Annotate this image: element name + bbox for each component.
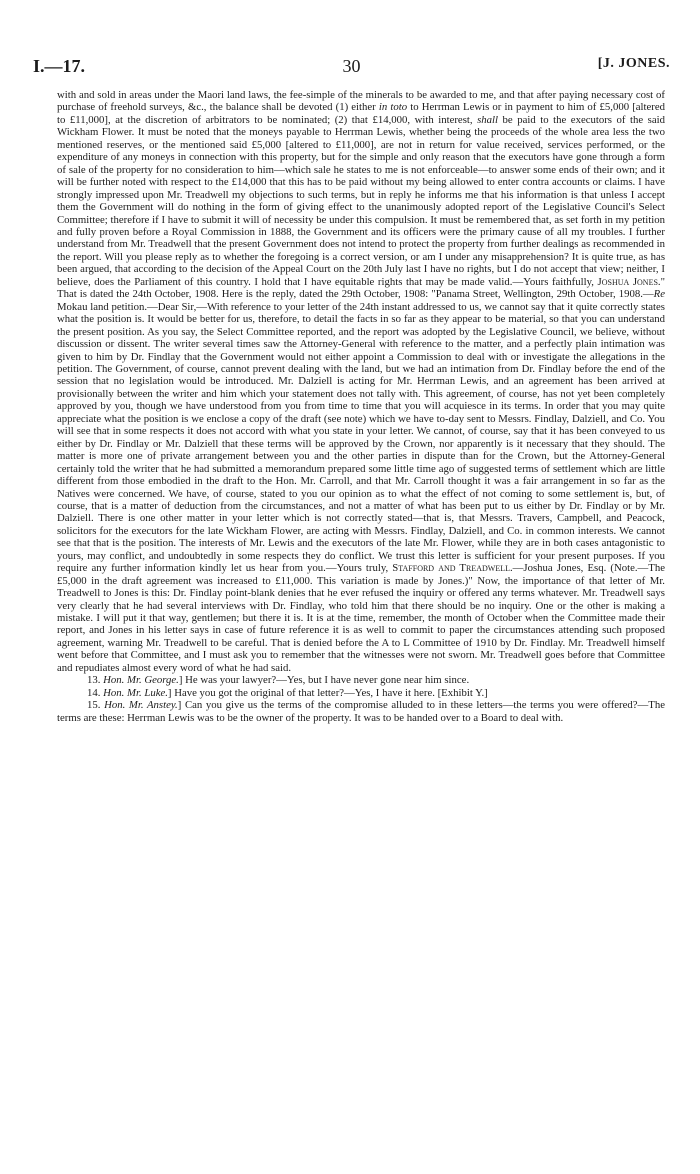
paper-reference: I.—17. [33,56,86,76]
witness-name: [J. JONES. [597,56,670,71]
page-header [33,56,670,80]
signature-jones: Joshua Jones [597,275,658,288]
signature-firm: Stafford and Treadwell [392,562,510,575]
qa-item: 14. Hon. Mr. Luke.] Have you got the original of that letter?—Yes, I have it here. [Exhibit Y.] [87,686,488,699]
main-paragraph: with and sold in areas under the Maori land laws, the fee-simple of the minerals to be awarded to me, and that after paying necessary cost of purchase of freehold surveys, &c., the balance shall be devoted (1) either in toto to Herrman Lewis or in payment to him of £5,000 [altered to £11,000], at the discretion of arbitrators to be nominated; (2) that £14,000, with interest, shall be paid to the executors of the said Wickham Flower. It must be noted that the moneys payable to Herrman Lewis, whether being the proceeds of the whole area less the two mentioned reserves, or the mentioned said £5,000 [altered to £11,000], are not in return for value received, services performed, or the expenditure of any moneys in connection with this property, but for the simple and only reason that the executors have gone through a form of sale of the property for no consideration to him—which sale he states to me is not enforceable—to answer some ends of their own; and it will be further noted with respect to the £14,000 that this has to be paid without my being allowed to enter contra accounts or claims. I have strongly impressed upon Mr. Treadwell my objections to such terms, but in reply he informs me that his information is that unless I accept them the Government will do nothing in the form of giving effect to the unanimously adopted report of the Legislative Council's Select Committee; therefore if I have to submit it will of necessity be under this compulsion. It must be remembered that, as set forth in my petition and fully proven before a Royal Commission in 1888, the Government and its officers were the primary cause of all my troubles. I further understand from Mr. Treadwell that the present Government does not intend to protect the property from further dealings as recommended in the report. Will you please reply as to whether the foregoing is a correct version, or am I under any misapprehension? It is quite true, as has been argued, that according to the decision of the Appeal Court on the 20th July last I have no rights, but I do not accept that view; neither, I believe, does the Parliament of this country. I hold that I have equitable rights that may be made valid.—Yours faithfully, Joshua Jones." That is dated the 24th October, 1908. Here is the reply, dated the 29th October, 1908: "Panama Street, Wellington, 29th October, 1908.—Re Mokau land petition.—Dear Sir,—With reference to your letter of the 24th instant addressed to us, we cannot say that it quite correctly states what the position is. It would be better for us, therefore, to detail the facts in so far as they appear to be material, so that you can understand the present position. As you say, the Select Committee reported, and the report was adopted by the Legislative Council, we believe, without discussion or dissent. The writer several times saw the Attorney-General with reference to the matter, and a perfectly plain intimation was given to him by Dr. Findlay that the Government would not either appoint a Commission to deal with or investigate the allegations in the petition. The Government, of course, cannot prevent dealing with the land, but we had an intimation from Dr. Findlay before the end of the session that no legislation would be introduced. Mr. Dalziell is acting for Mr. Herrman Lewis, and an agreement has been arrived at provisionally between the writer and him which your statement does not tally with. This agreement, of course, has not yet been completely approved by you, though we have understood from you from time to time that you will acquiesce in its terms. In order that you may quite appreciate what the position is we enclose a copy of the draft (see note) which we have to-day sent to Messrs. Findlay, Dalziell, and Co. You will see that in some respects it does not accord with what you state in your letter. We cannot, of course, say that it has been conveyed to us either by Dr. Findlay or Mr. Dalziell that these terms will be approved by the Crown, nor apparently is it necessary that they should. The matter is more one of private arrangement between you and the other parties in dispute than for the Crown, but the Attorney-General certainly told the writer that he had submitted a memorandum prepared some little time ago of suggested terms of settlement which are little different from those embodied in the draft to the Hon. Mr. Carroll, and that Mr. Carroll thought it was a fair arrangement in so far as the Natives were concerned. We have, of course, stated to you our opinion as to what the effect of not coming to some settlement is, but, of course, that is a matter of deduction from the circumstances, and not a matter of what has been put to us either by Dr. Findlay or by Mr. Dalziell. There is one other matter in your letter which is not correctly stated—that is, that Messrs. Travers, Campbell, and Peacock, solicitors for the executors for the late Wickham Flower, are acting with Messrs. Findlay, Dalziell, and Co. in common interests. We cannot see that that is the position. The interests of Mr. Lewis and the executors of the late Mr. Flower, while they are in both cases antagonistic to yours, may conflict, and undoubtedly in some respects they do conflict. We trust this letter is sufficient for your present purposes. If you require any further information kindly let us hear from you.—Yours truly, Stafford and Treadwell.—Joshua Jones, Esq. (Note.—The £5,000 in the draft agreement was increased to £11,000. This variation is made by Jones.)" Now, the importance of that letter of Mr. Treadwell to Jones is this: Dr. Findlay point-blank denies that he ever refused the inquiry or offered any terms whatever. Mr. Treadwell says very clearly that he had several interviews with Dr. Findlay, who told him that there should be no inquiry. One or the other is making a mistake. I will put it that way, gentlemen; but there it is. It is at the time, remember, the month of October when the Committee made their report, and Jones in his letter says in case of future reference it is as well to commit to paper the circumstances attending such proposed agreement, warning Mr. Treadwell to be careful. That is denied before the A to L Committee of 1910 by Dr. Findlay. Mr. Treadwell himself went before that Committee, and I must ask you to remember that the witnesses were not sworn. Mr. Treadwell goes before that Committee and repudiates almost every word of what he had said. [57,89,666,674]
page-number: 30 [342,56,361,76]
qa-item: 15. Hon. Mr. Anstey.] Can you give us the terms of the compromise alluded to in these letters—the terms you were offered?—The terms are these: Herrman Lewis was to be the owner of the property. It was to be handed over to a Board to deal with. [57,699,666,724]
qa-item: 13. Hon. Mr. George.] He was your lawyer?—Yes, but I have never gone near him since. [87,674,470,687]
body-text [57,89,665,724]
